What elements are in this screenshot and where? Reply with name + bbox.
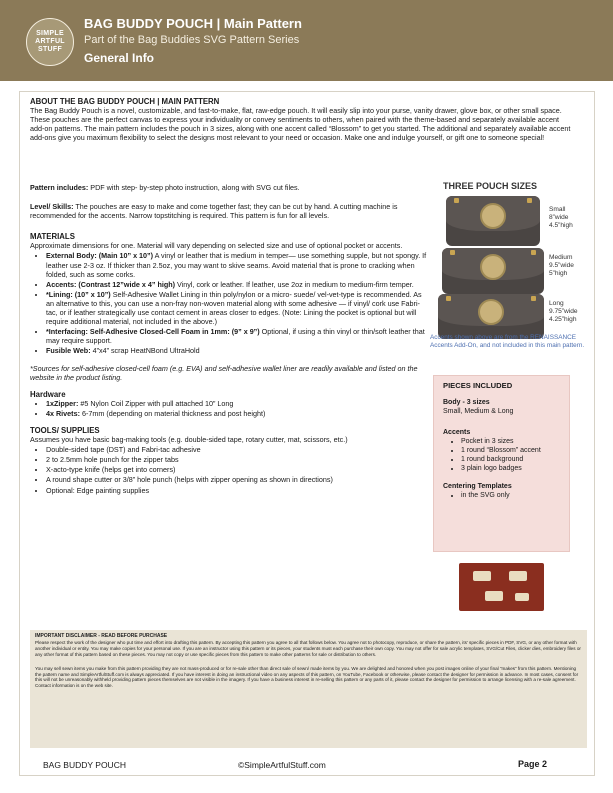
rivet-icon — [454, 198, 459, 203]
level-label: Level/ Skills: — [30, 202, 74, 212]
size-label-small — [549, 206, 573, 230]
logo-line-3: STUFF — [37, 46, 63, 53]
pouch-long-image — [438, 294, 544, 339]
list-item — [46, 346, 430, 355]
pattern-includes — [30, 183, 430, 192]
list-item: • A round shape cutter or 3/8” hole punch (helps with zipper opening as shown in directions) — [46, 475, 430, 484]
list-item: • 1 round background — [461, 455, 560, 464]
body-sizes: Small, Medium & Long — [443, 408, 514, 415]
item-label: Fusible Web: — [46, 346, 91, 356]
pieces-title: PIECES INCLUDED — [443, 381, 513, 390]
size-name: Long — [549, 300, 564, 307]
badge-shape — [515, 593, 529, 601]
item-text: Self-Adhesive Wallet Lining in thin poly/nylon or a micro- suede/ vel-vet-type is recommended. As an alternative to this, you can use a non-fray non-woven material along with some adhesive — if vinyl/ cork use Fabri-tac, or if leather strategically use contact cement in areas closer to edges. (Note: Lining the pocket is optional but will require additional material, not included in the above.) — [46, 289, 422, 327]
list-item: • 1 round “Blossom” accent — [461, 446, 560, 455]
size-height: 4.25”high — [549, 316, 577, 323]
list-item — [46, 327, 430, 345]
rivet-icon — [531, 296, 536, 301]
fleur-de-lis-accent-icon — [480, 203, 506, 229]
rivet-icon — [527, 198, 532, 203]
logo-line-1: SIMPLE — [36, 30, 64, 37]
accents-note: Accents shown above are from the RENAISSANCE Accents Add-On, and not included in this main pattern. — [430, 334, 585, 349]
list-item — [46, 399, 430, 408]
size-label-long — [549, 300, 578, 324]
accents-heading: Accents — [443, 429, 471, 436]
includes-label: Pattern includes: — [30, 183, 89, 192]
size-name: Small — [549, 206, 566, 213]
item-text: Vinyl, cork or leather. If leather, use 2oz in medium to medium-firm temper. — [175, 279, 414, 289]
hardware-title: Hardware — [30, 389, 66, 399]
tools-section — [30, 426, 430, 495]
list-item — [46, 280, 430, 289]
materials-list — [46, 251, 430, 355]
list-item: • 2 to 2.5mm hole punch for the zipper tabs — [46, 455, 430, 464]
pouch-small-image — [446, 196, 540, 246]
item-label: 1xZipper: — [46, 398, 79, 408]
footer-pattern-name: BAG BUDDY POUCH — [43, 760, 126, 770]
size-width: 8”wide — [549, 214, 569, 221]
disclaimer-paragraph-2: You may sell sewn items you make from this pattern providing they are not mass-produced or for re-sale other than direct sale of sewn/ made items by you. We are delighted and honored when you post images online of your final “makes” from this pattern. Mentioning the pattern name and SimpleArtfulStuff.com is always appreciated. If you have interest in doing an instructional video on any aspects of this pattern, on YouTube, Facebook or otherwise, please contact the designer for permission in advance. In most cases, consent for this will not be unreasonably withheld providing pattern pieces themselves are not visible in the imagery. If you have a business interest in re-selling this pattern or any parts of it, please contact the designer for permission to arrange licensing with a re-sale agreement. Contact information is on the web site. — [35, 665, 579, 689]
size-name: Medium — [549, 254, 573, 261]
size-width: 9.75”wide — [549, 308, 578, 315]
item-text: 6-7mm (depending on material thickness and post height) — [79, 408, 266, 418]
about-title: ABOUT THE BAG BUDDY POUCH | MAIN PATTERN — [30, 97, 220, 106]
main-column — [30, 183, 430, 501]
header-title: BAG BUDDY POUCH | Main Pattern — [84, 16, 302, 31]
size-height: 5”high — [549, 270, 568, 277]
item-text: 4”x4” scrap HeatNBond UltraHold — [90, 346, 200, 356]
quatrefoil-accent-icon — [478, 299, 504, 325]
flower-accent-icon — [480, 254, 506, 280]
pieces-included-box — [433, 375, 570, 552]
page-header — [0, 0, 613, 81]
header-section: General Info — [84, 51, 155, 65]
hardware-list — [46, 399, 430, 418]
materials-note: *Sources for self-adhesive closed-cell foam (e.g. EVA) and self-adhesive wallet liner are readily available and listed on the website in the product listing. — [30, 363, 418, 382]
materials-title: MATERIALS — [30, 232, 75, 242]
pouch-medium-image — [442, 248, 544, 294]
logo-line-2: ARTFUL — [35, 38, 65, 45]
item-label: *Interfacing: Self-Adhesive Closed-Cell Foam in 1mm: (9” x 9”) — [46, 327, 260, 337]
includes-text: PDF with step- by-step photo instruction, along with SVG cut files. — [88, 183, 300, 192]
list-item — [46, 290, 430, 326]
disclaimer-box — [30, 630, 587, 748]
badge-shape — [473, 571, 491, 581]
item-text: Optional, if using a thin vinyl or thin/soft leather that may require support. — [46, 327, 425, 346]
list-item: • 3 plain logo badges — [461, 464, 560, 473]
tools-intro: Assumes you have basic bag-making tools (e.g. double-sided tape, rotary cutter, mat, scissors, etc.) — [30, 435, 348, 445]
accents-list — [461, 437, 560, 473]
disclaimer-title: IMPORTANT DISCLAIMER - READ BEFORE PURCHASE — [35, 633, 168, 639]
level-text: The pouches are easy to make and come together fast; they can be cut by hand. A cutting machine is recommended for the accents. Narrow topstitching is required. This pattern is fun for all levels. — [30, 202, 398, 221]
hardware-section — [30, 390, 430, 418]
simple-artful-stuff-logo — [26, 18, 74, 66]
list-item: • Pocket in 3 sizes — [461, 437, 560, 446]
list-item: • Double-sided tape (DST) and Fabri-tac adhesive — [46, 445, 430, 454]
size-height: 4.5”high — [549, 222, 573, 229]
body-heading: Body - 3 sizes — [443, 399, 490, 406]
list-item: • X-acto-type knife (helps get into corners) — [46, 465, 430, 474]
tools-title: TOOLS/ SUPPLIES — [30, 425, 100, 435]
templates-list — [461, 491, 560, 500]
rivet-icon — [446, 296, 451, 301]
materials-section — [30, 232, 430, 381]
header-subtitle: Part of the Bag Buddies SVG Pattern Series — [84, 34, 300, 46]
footer-website: ©SimpleArtfulStuff.com — [238, 760, 326, 770]
badge-shape — [509, 571, 527, 581]
about-body: The Bag Buddy Pouch is a novel, customizable, and fast-to-make, flat, raw-edge pouch. It will easily slip into your purse, vanity drawer, glove box, or other small space. These pouches are the perfect canvas to express your individuality or convey sentiments to others, when paired with the theme-based and separately available accent add-on patterns. The main pattern includes the pouch in 3 sizes, along with one accent called “Blossom” to get you started. The additional and separately available accent add-ons give you maximum flexibility to select the designs most relevant to your need or occasion. Make one and indulge yourself, or gift one to someone special! — [30, 106, 571, 143]
list-item — [46, 409, 430, 418]
item-text: #5 Nylon Coil Zipper with pull attached 10” Long — [78, 398, 234, 408]
item-label: Accents: (Contrast 12”wide x 4” high) — [46, 279, 175, 289]
list-item: • Optional: Edge painting supplies — [46, 486, 430, 495]
tools-list — [46, 445, 430, 494]
about-section — [30, 97, 575, 142]
list-item — [46, 251, 430, 278]
list-item: • in the SVG only — [461, 491, 560, 500]
logo-badges-photo — [459, 563, 544, 611]
item-text: A vinyl or leather that is medium in temper— use something supple, but not spongy. If leather use 2-3 oz. If thicker than 2.5oz, you may want to skive seams. Avoid material that is prone to cracking when folded, such as some corks. — [46, 251, 427, 279]
disclaimer-paragraph-1: Please respect the work of the designer who put time and effort into drafting this pattern. By accepting this pattern you agree to all that follows below. You agree not to photocopy, reproduce, or share the pattern, its’ specific pieces in PDF, SVG, or any other format with another individual or entity. You may make copies for your personal use. If you are an instructor using this pattern or its pieces, your students must each purchase their own copy. You may not offer for sale acrylic templates, SVG/Cut Files, clicker dies, embroidery files or any other format of this pattern based on these pieces. You may not copy or use specific pieces from this pattern to make other patterns for sale or distribution to others. — [35, 639, 581, 657]
size-label-medium — [549, 254, 574, 278]
rivet-icon — [450, 250, 455, 255]
item-label: 4x Rivets: — [46, 408, 80, 418]
rivet-icon — [531, 250, 536, 255]
pouch-sizes-title: THREE POUCH SIZES — [443, 181, 538, 191]
templates-heading: Centering Templates — [443, 483, 512, 490]
level-skills — [30, 202, 430, 220]
item-label: *Lining: (10” x 10”) — [46, 289, 111, 299]
footer-page-number: Page 2 — [518, 759, 548, 769]
size-width: 9.5”wide — [549, 262, 574, 269]
item-label: External Body: (Main 10” x 10”) — [46, 251, 154, 261]
materials-intro: Approximate dimensions for one. Material will vary depending on selected size and use of optional pocket or accents. — [30, 241, 403, 251]
badge-shape — [485, 591, 503, 601]
